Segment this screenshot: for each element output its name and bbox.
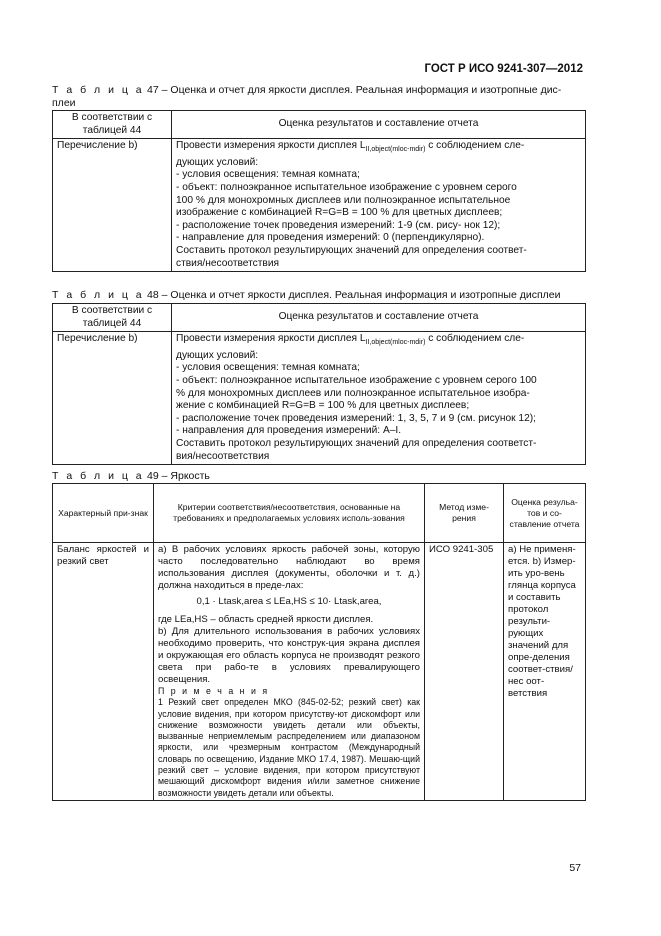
table49-evaluation: a) Не применя-ется. b) Измер-ить уро-вень глянца корпуса и составить протокол результи-рующих значений для опре-деления соответ-ствия/нес оот-ветствия [504, 543, 586, 801]
table48-row-text [172, 332, 586, 465]
t48-line: - расположение точек проведения измерений: 1, 3, 5, 7 и 9 (см. рисунок 12); [176, 412, 536, 424]
t47-line: - направление для проведения измерений: 0 (перпендикулярно). [176, 232, 485, 244]
table49-note-text: 1 Резкий свет определен МКО (845-02-52; резкий свет) как условие видения, при котором присутству-ют дискомфорт или снижение возможности увидеть детали или объекты, вызванные неприемлемым распределением или диапазоном яркости, или чрезмерным контрастом (Международный словарь по освещению, Издание МКО 17.4, 1987). Мешаю-щий резкий свет – условие видения, при котором присутствуют мешающий дискомфорт видения и/или заметное снижение возможности увидеть детали или объекты. [158, 697, 420, 798]
table49-where: где LEa,HS – область средней яркости дисплея. [158, 614, 374, 625]
table49-formula: 0,1 · Ltask,area ≤ LEa,HS ≤ 10· Ltask,area, [196, 596, 382, 607]
table49-header-criteria: Критерии соответствия/несоответствия, основанные на требованиях и предполагаемых условиях исполь-зования [154, 484, 425, 543]
table49-feature: Баланс яркостей и резкий свет [53, 543, 154, 801]
standard-header: ГОСТ Р ИСО 9241-307—2012 [424, 63, 583, 75]
table48-header-row [53, 304, 586, 332]
table49-header-evaluation: Оценка резульа-тов и со-ставление отчета [504, 484, 586, 543]
t47-line: дующих условий: [176, 156, 259, 168]
t48-line: - направления для проведения измерений: A–I. [176, 425, 402, 437]
table49-criteria-b: b) Для длительного использования в рабочих условиях необходимо проверить, что конструк-ция экрана дисплея и окружающая его область корпуса не производят резкого света при рабо-те в условиях превалирующего освещения. [158, 626, 420, 685]
t47-line: изображение с комбинацией R=G=B = 100 % для цветных дисплеев; [176, 207, 503, 219]
page-number: 57 [569, 862, 581, 874]
table48-col2-header: Оценка результатов и составление отчета [172, 304, 586, 332]
table47-caption-word: Т а б л и ц а [52, 84, 145, 96]
table49-caption-text: 49 – Яркость [144, 470, 210, 482]
table47-row [53, 139, 586, 272]
table48-row-label: Перечисление b) [53, 332, 172, 465]
table47-col2-header: Оценка результатов и составление отчета [172, 111, 586, 139]
t48-line: Составить протокол результирующих значений для определения соответст- [176, 437, 537, 449]
t48-line: вия/несоответствия [176, 450, 270, 462]
t47-line: Провести измерения яркости дисплея L [176, 140, 366, 152]
table47 [52, 110, 586, 272]
t47-line: - объект: полноэкранное испытательное изображение с уровнем серого [176, 182, 517, 193]
table48-caption [52, 289, 586, 302]
table49 [52, 483, 586, 801]
table47-caption-cont: плеи [52, 97, 76, 109]
table49-header-feature: Характерный при-знак [53, 484, 154, 543]
table49-header-method: Метод изме-рения [425, 484, 504, 543]
t47-line: Составить протокол результирующих значений для определения соответ- [176, 244, 527, 256]
t48-line: жение с комбинацией R=G=B = 100 % для цветных дисплеев; [176, 400, 470, 412]
t47-sub: II,object(mloc-mdir) [365, 146, 426, 154]
t47-line: - условия освещения: темная комната; [176, 169, 360, 181]
table49-criteria [154, 543, 425, 801]
t48-line: Провести измерения яркости дисплея L [176, 333, 366, 345]
table49-header-row [53, 484, 586, 543]
table47-col1-header: В соответствии с таблицей 44 [53, 111, 172, 139]
t47-line: 100 % для монохромных дисплеев или полноэкранное испытательное [176, 194, 511, 206]
t48-line: с соблюдением сле- [425, 333, 525, 345]
table49-caption [52, 470, 210, 483]
table49-row [53, 543, 586, 801]
table48-caption-word: Т а б л и ц а [52, 289, 145, 301]
table47-row-label: Перечисление b) [53, 139, 172, 272]
t48-line: дующих условий: [176, 349, 259, 361]
table49-method: ИСО 9241-305 [425, 543, 504, 801]
table49-caption-word: Т а б л и ц а [52, 470, 145, 482]
table48-caption-text: 48 – Оценка и отчет яркости дисплея. Реальная информация и изотропные дисплеи [144, 289, 561, 301]
t48-line: - объект: полноэкранное испытательное изображение с уровнем серого 100 [176, 375, 537, 386]
t47-line: ствия/несоответствия [176, 257, 280, 269]
t48-line: - условия освещения: темная комната; [176, 362, 360, 374]
table47-row-text [172, 139, 586, 272]
table47-caption-text: 47 – Оценка и отчет для яркости дисплея. Реальная информация и изотропные дис- [144, 84, 562, 96]
t48-line: % для монохромных дисплеев или полноэкранное испытательное изобра- [176, 387, 530, 399]
t47-line: - расположение точек проведения измерений: 1-9 (см. рису- нок 12); [176, 219, 501, 231]
t48-sub: II,object(mloc-mdir) [365, 339, 426, 347]
table47-header-row [53, 111, 586, 139]
table47-caption [52, 84, 586, 110]
table49-note-title: П р и м е ч а н и я [158, 686, 270, 696]
table48-row [53, 332, 586, 465]
table48 [52, 303, 586, 465]
table48-col1-header: В соответствии с таблицей 44 [53, 304, 172, 332]
table49-criteria-a: a) В рабочих условиях яркость рабочей зоны, которую часто последовательно наблюдают во время использования дисплея (документы, оболочки и т. д.) должна находиться в преде-лах: [158, 544, 420, 591]
t47-line: с соблюдением сле- [425, 140, 525, 152]
